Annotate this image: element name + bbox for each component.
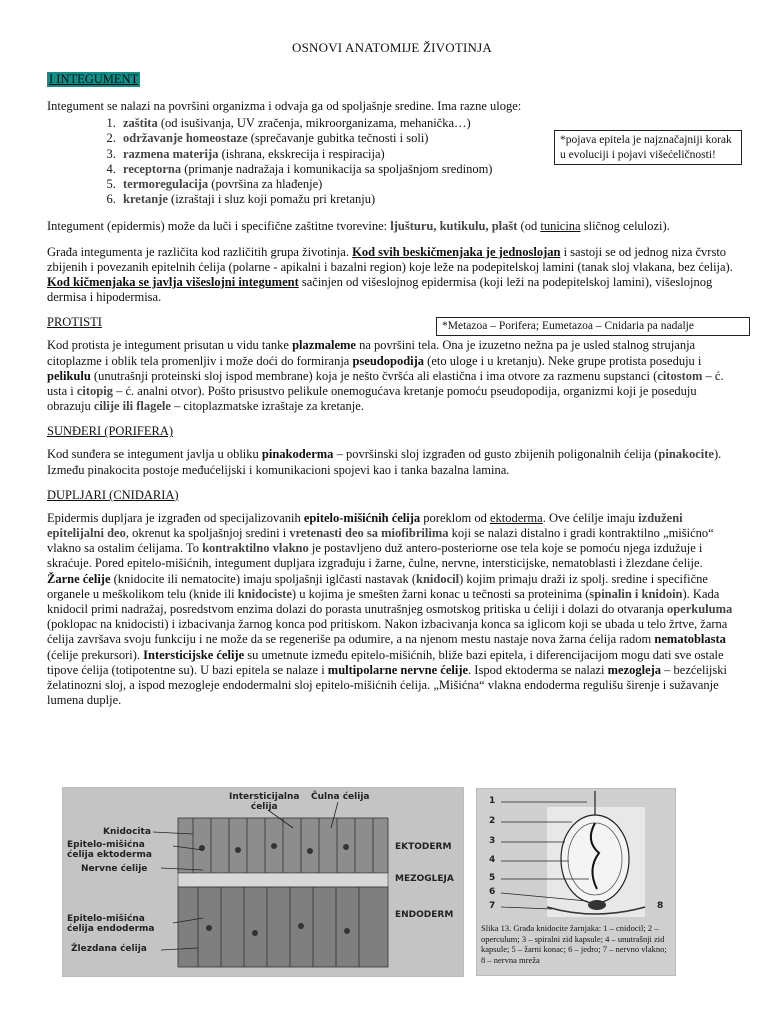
section-heading: I INTEGUMENT	[49, 72, 139, 86]
paragraph-grada: Građa integumenta je različita kod različitih grupa životinja. Kod svih beskičmenjaka je jednoslojan i sastoji se od jednog niza čvrsto zbijenih i povezanih epitelnih ćelija (polarne - apikalni i bazalni region) koje leže na podepitelskoj lamini (tanak sloj vlakana, bez ćelija). Kod kičmenjaka se javlja višeslojni integument sačinjen od višeslojnog epidermisa (koji leži na podepitelskoj lamini), višeslojnog dermisa i hipodermisa.	[47, 244, 733, 305]
marker-2: 2	[489, 816, 496, 826]
label-culna: Čulna ćelija	[311, 792, 370, 802]
label-mezogleja: MEZOGLEJA	[395, 874, 454, 884]
list-item: 1. zaštita (od isušivanja, UV zračenja, mikroorganizama, mehanička…)	[119, 116, 737, 131]
marker-8: 8	[657, 901, 664, 911]
list-item: 6. kretanje (izraštaji i sluz koji pomažu pri kretanju)	[119, 192, 737, 207]
figure-caption: Slika 13. Građa knidocite žarnjaka: 1 – cnidocil; 2 – operculum; 3 – spiralni zid kapsule; 4 – unutrašnji zid kapsule; 5 – žarni konac; 6 – jedro; 7 – nervno vlakno; 8 – nervna mreža	[481, 923, 667, 965]
paragraph-sunderi: Kod sunđera se integument javlja u obliku pinakoderma – površinski sloj izgrađen od gusto zbijenih poligonalnih ćelija (pinakocite). Između pinakocita postoje međućelijski i komunikacioni spojevi kao i tanka bazalna lamina.	[47, 447, 722, 477]
heading-dupljari: DUPLJARI (CNIDARIA)	[47, 487, 179, 502]
document-title: OSNOVI ANATOMIJE ŽIVOTINJA	[292, 40, 492, 55]
label-zlezdana: Žlezdana ćelija	[71, 944, 147, 954]
label-epitelo-ekto: Epitelo-mišićna ćelija ektoderma	[67, 840, 152, 860]
marker-5: 5	[489, 873, 496, 883]
note-metazoa: *Metazoa – Porifera; Eumetazoa – Cnidaria pa nadalje	[436, 317, 750, 336]
list-item: 4. receptorna (primanje nadražaja i komunikacija sa spoljašnjom sredinom)	[119, 162, 737, 177]
heading-sunderi: SUNĐERI (PORIFERA)	[47, 424, 174, 439]
paragraph-protisti: Kod protista je integument prisutan u vidu tanke plazmaleme na površini tela. Ona je izuzetno nežna pa je usled stalnog strujanja citoplazme i oblik tela promenljiv i može doći do formiranja pseudopodija (eto uloge i u kretanju). Neke grupe protista poseduju i pelikulu (unutrašnji proteinski sloj ispod membrane) koja je nešto čvršća ali elastična i ima otvore za razmenu supstanci (citostom – ć. usta i citopig – ć. analni otvor). Pošto prisustvo pelikule onemogućava kretanje pomoću pseudopodija, organizmi koji je poseduju obrazuju cilije ili flagele – citoplazmatske izraštaje za kretanje.	[47, 338, 724, 414]
list-item: 2. održavanje homeostaze (sprečavanje gubitka tečnosti i soli)	[119, 131, 737, 146]
marker-7: 7	[489, 901, 496, 911]
note-epitel: *pojava epitela je najznačajniji korak u evoluciji i pojavi višećeličnosti!	[554, 130, 742, 165]
marker-3: 3	[489, 836, 496, 846]
figure-knidocita	[476, 788, 676, 976]
marker-4: 4	[489, 855, 496, 865]
list-item: 3. razmena materija (ishrana, ekskrecija i respiracija)	[119, 147, 737, 162]
label-nervne: Nervne ćelije	[81, 864, 148, 874]
label-endoderm: ENDODERM	[395, 910, 454, 920]
marker-1: 1	[489, 796, 496, 806]
list-item: 5. termoregulacija (površina za hlađenje)	[119, 177, 737, 192]
label-intersticijalna: Intersticijalna ćelija	[229, 792, 300, 812]
paragraph-dupljari: Epidermis dupljara je izgrađen od specijalizovanih epitelo-mišićnih ćelija poreklom od ektoderma. Ove ćelilje imaju izduženi epitelijalni deo, okrenut ka spoljašnjoj sredini i vretenasti deo sa miofibrilima koji se nalazi distalno i gradi kontraktilno „mišićno“ vlakno sa ostalim ćelijama. To kontraktilno vlakno je postavljeno duž antero-posteriorne ose tela koje se pomoću njega izdužuje i skraćuje. Pored epitelo-mišićnih, integument dupljara izgrađuju i žarne, čulne, nervne, intersticijske, nematoblasti i žlezdane ćelije. Žarne ćelije (knidocite ili nematocite) imaju spoljašnji iglčasti nastavak (knidocil) kojim primaju draži iz spolj. sredine i specifične organele u meškolikom telu (knide ili knidociste) u kojima je smešten žarni konac u tečnosti sa proteinima (spinalin i knidoin). Kada knidocil primi nadražaj, posredstvom enzima dolazi do porasta unutrašnjeg osmotskog pritiska u ćeliji i dolazi do otvaranja operkuluma (poklopac na knidocisti) i izbacivanja žarnog konca pod pritiskom. Nakon izbacivanja konca sa iglicom koji se ubada u telo žrtve, žarna ćelija završava svoju funkciju i ne može da se regeneriše pa odumire, a na njenom mestu nastaje nova žarna ćelija radom nematoblasta (ćelije prekursori). Intersticijske ćelije su umetnute između epitelo-mišićnih, bliže bazi epitela, i diferencijacijom mogu dati sve ostale tipove ćelija (totipotentne su). U bazi epitela se nalaze i multipolarne nervne ćelije. Ispod ektoderma se nalazi mezogleja – bezćelijski želatinozni sloj, a ispod mezogleje endodermalni sloj epitelo-mišićnih ćelija. „Mišićna“ vlakna endoderma regulišu širenje i sužavanje lumena duplje.	[47, 510, 733, 708]
label-epitelo-endo: Epitelo-mišićna ćelija endoderma	[67, 914, 155, 934]
label-knidocita: Knidocita	[103, 827, 151, 837]
heading-protisti: PROTISTI	[47, 315, 102, 330]
label-ektoderm: EKTODERM	[395, 842, 452, 852]
figure-body-wall	[62, 787, 464, 977]
intro-paragraph: Integument se nalazi na površini organizma i odvaja ga od spoljašnje sredine. Ima razne uloge:	[47, 99, 522, 113]
marker-6: 6	[489, 887, 496, 897]
paragraph-tvorevine: Integument (epidermis) može da luči i specifične zaštitne tvorevine: ljušturu, kutikulu, plašt (od tunicina sličnog celulozi).	[47, 219, 670, 234]
